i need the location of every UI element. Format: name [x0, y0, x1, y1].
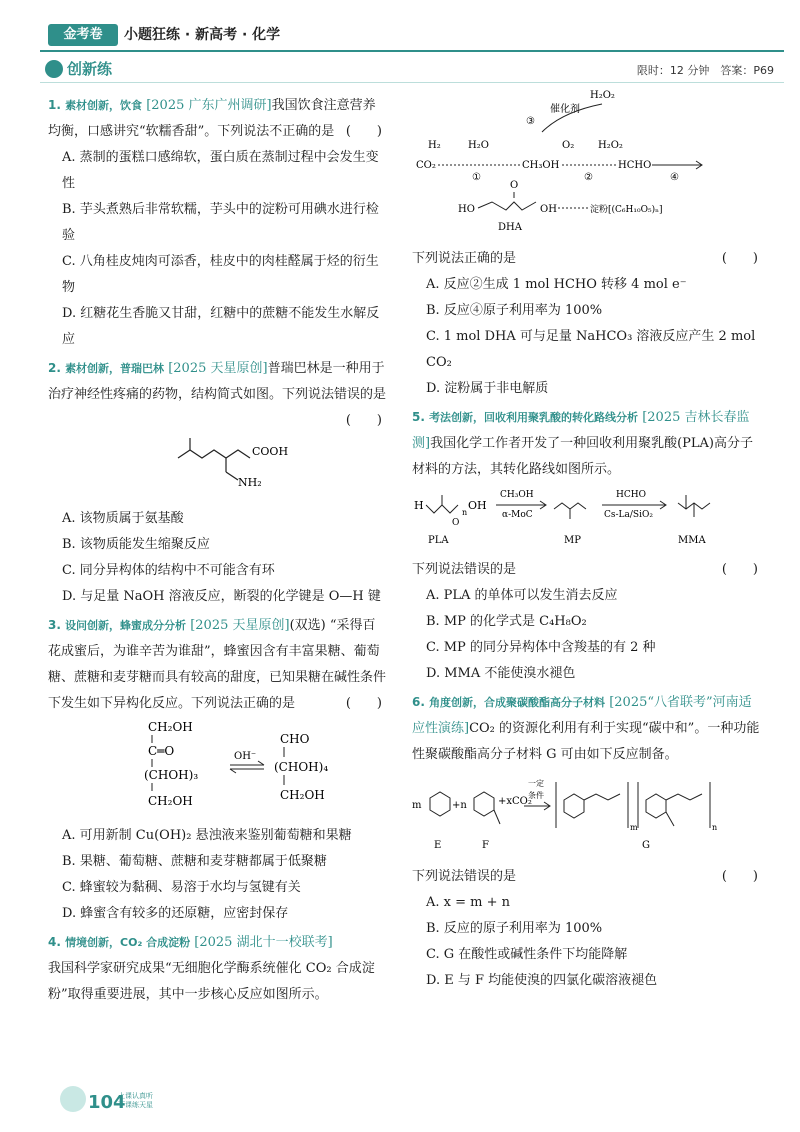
svg-text:G: G	[642, 840, 650, 851]
svg-text:条件: 条件	[528, 791, 544, 800]
q2-option-c: C. 同分异构体的结构中不可能含有环	[62, 563, 275, 578]
svg-text:催化剂: 催化剂	[550, 104, 580, 115]
svg-text:O₂: O₂	[562, 140, 575, 151]
q2-option-d: D. 与足量 NaOH 溶液反应，断裂的化学键是 O—H 键	[62, 589, 381, 604]
q4-option-d: D. 淀粉属于非电解质	[426, 381, 549, 396]
svg-text:H₂O₂: H₂O₂	[598, 140, 623, 151]
svg-text:②: ②	[584, 172, 593, 183]
svg-text:H₂: H₂	[428, 140, 441, 151]
nh2-label: NH₂	[238, 476, 262, 489]
svg-text:OH: OH	[540, 204, 557, 215]
svg-text:(CHOH)₄: (CHOH)₄	[274, 760, 329, 774]
svg-text:MMA: MMA	[678, 535, 706, 546]
right-column: H₂O₂ 催化剂 ③ H₂ H₂O CO₂ ① CH₃OH O₂ H₂O₂ ② HCHO ④ O HO OH 淀粉[(C₆H₁₀O₅)ₙ] DHA 下列说法正确的是 ( ) A. 反应②生成 1 mol HCHO 转移 4 mol e⁻ B. 反应④原子利用率为 100% C. 1 mol DHA 可与足量 NaHCO₃ 溶液反应产生 2 mol CO₂ D. 淀粉属于非电解质 5. 考法创新，回收利用聚乳酸的转化路线分析 [2025 吉林长春监测]我国化学工作者开发了一种回收利用聚乳酸(PLA)高分子材料的方法，其转化路线如图所示。 H n OH O PLA CH₃OH α-MoC MP HCHO Cs-La/SiO₂ MMA 下列说法错误的是 ( ) A. PLA 的单体可以发生消去反应 B. MP 的化学式是 C₄H₈O₂ C. MP 的同分异构体中含羧基的有 2 种 D. MMA 不能使溴水褪色 6. 角度创新，合成聚碳酸酯高分子材料 [2025“八省联考”河南适应性演练]CO₂ 的资源化利用有利于实现“碳中和”。一种功能性聚碳酸酯高分子材料 G 可由如下反应制备。 m +n +xCO₂ 一定 条件 m n E F G 下列说法错误的是 ( ) A. x = m + n B. 反应的原子利用率为 100% C. G 在酸性或碱性条件下均能降解 D. E 与 F 均能使溴的四氯化碳溶液褪色	[412, 86, 764, 994]
q6-option-b: B. 反应的原子利用率为 100%	[426, 921, 603, 936]
section-meta: 限时：12 分钟 答案：P69	[636, 64, 774, 77]
svg-text:+xCO₂: +xCO₂	[498, 796, 532, 807]
q1-option-a: A. 蒸制的蛋糕口感绵软，蛋白质在蒸制过程中会发生变性	[62, 150, 379, 191]
left-column	[48, 92, 388, 1008]
svg-text:C═O: C═O	[148, 744, 175, 758]
fructose-isomerization	[48, 717, 388, 813]
svg-text:E: E	[434, 840, 442, 851]
svg-text:H₂O: H₂O	[468, 140, 489, 151]
svg-text:CO₂: CO₂	[416, 160, 436, 171]
header-title: 小题狂练 · 新高考 · 化学	[124, 27, 281, 43]
header-divider	[40, 50, 784, 52]
q2-option-a: A. 该物质属于氨基酸	[62, 511, 184, 526]
svg-text:DHA: DHA	[498, 222, 522, 233]
question-1: 1. 素材创新，饮食 [2025 广东广州调研]我国饮食注意营养均衡，口感讲究“软糯香甜”。下列说法不正确的是 ( )	[48, 98, 382, 139]
svg-text:③: ③	[526, 116, 535, 127]
cooh-label: COOH	[252, 445, 289, 458]
svg-text:CH₂OH: CH₂OH	[148, 794, 193, 808]
svg-text:Cs-La/SiO₂: Cs-La/SiO₂	[604, 510, 653, 520]
q6-option-d: D. E 与 F 均能使溴的四氯化碳溶液褪色	[426, 973, 658, 988]
co2-to-starch-diagram	[412, 86, 764, 236]
footer-slogan: 上课认真听 下课练天星	[118, 1092, 153, 1109]
svg-text:HO: HO	[458, 204, 475, 215]
q1-option-b: B. 芋头煮熟后非常软糯，芋头中的淀粉可用碘水进行检验	[62, 202, 379, 243]
svg-text:α-MoC: α-MoC	[502, 510, 533, 520]
svg-text:OH⁻: OH⁻	[234, 751, 257, 762]
svg-text:F: F	[482, 840, 489, 851]
q5-option-a: A. PLA 的单体可以发生消去反应	[426, 588, 618, 603]
svg-text:n: n	[712, 823, 718, 832]
svg-text:①: ①	[472, 172, 481, 183]
svg-text:HCHO: HCHO	[616, 490, 646, 500]
svg-text:淀粉[(C₆H₁₀O₅)ₙ]: 淀粉[(C₆H₁₀O₅)ₙ]	[590, 205, 663, 215]
svg-text:CHO: CHO	[280, 732, 310, 746]
section-title: 创新练	[67, 60, 113, 78]
svg-text:O: O	[452, 518, 460, 528]
q4-option-c: C. 1 mol DHA 可与足量 NaHCO₃ 溶液反应产生 2 mol CO₂	[426, 329, 756, 370]
q6-option-a: A. x = m + n	[426, 895, 510, 910]
svg-text:HCHO: HCHO	[618, 160, 652, 171]
question-4: 4. 情境创新，CO₂ 合成淀粉 [2025 湖北十一校联考]	[48, 935, 333, 950]
svg-text:④: ④	[670, 172, 679, 183]
svg-text:H₂O₂: H₂O₂	[590, 90, 615, 101]
q3-option-a: A. 可用新制 Cu(OH)₂ 悬浊液来鉴别葡萄糖和果糖	[62, 828, 352, 843]
svg-text:n: n	[462, 508, 468, 517]
svg-text:m: m	[630, 823, 638, 832]
q1-option-d: D. 红糖花生香脆又甘甜，红糖中的蔗糖不能发生水解反应	[62, 306, 380, 347]
svg-text:CH₂OH: CH₂OH	[280, 788, 325, 802]
brand-badge: 金考卷	[48, 24, 118, 46]
question-6: 6. 角度创新，合成聚碳酸酯高分子材料 [2025“八省联考”河南适应性演练]CO₂ 的资源化利用有利于实现“碳中和”。一种功能性聚碳酸酯高分子材料 G 可由如下反应制备。	[412, 695, 760, 762]
q3-option-d: D. 蜂蜜含有较多的还原糖，应密封保存	[62, 906, 289, 921]
q3-option-c: C. 蜂蜜较为黏稠、易溶于水均与氢键有关	[62, 880, 301, 895]
q4-stem: 我国科学家研究成果“无细胞化学酶系统催化 CO₂ 合成淀粉”取得重要进展，其中一步核心反应如图所示。	[48, 961, 375, 1002]
svg-text:O: O	[510, 180, 519, 191]
question-2: 2. 素材创新，普瑞巴林 [2025 天星原创]普瑞巴林是一种用于治疗神经性疼痛的药物，结构简式如图。下列说法错误的是 ( )	[48, 361, 387, 428]
q4-option-b: B. 反应④原子利用率为 100%	[426, 303, 603, 318]
svg-text:(CHOH)₃: (CHOH)₃	[144, 768, 199, 782]
svg-text:PLA: PLA	[428, 535, 449, 546]
question-5: 5. 考法创新，回收利用聚乳酸的转化路线分析 [2025 吉林长春监测]我国化学工作者开发了一种回收利用聚乳酸(PLA)高分子材料的方法，其转化路线如图所示。	[412, 410, 753, 477]
q5-option-b: B. MP 的化学式是 C₄H₈O₂	[426, 614, 587, 629]
pla-recycling-route	[412, 483, 764, 547]
section-icon	[45, 60, 63, 78]
q2-option-b: B. 该物质能发生缩聚反应	[62, 537, 210, 552]
svg-text:MP: MP	[564, 535, 581, 546]
svg-text:OH: OH	[468, 499, 487, 512]
svg-text:H: H	[414, 499, 424, 512]
footer-logo	[60, 1086, 86, 1112]
q5-option-d: D. MMA 不能使溴水褪色	[426, 666, 576, 681]
svg-text:CH₂OH: CH₂OH	[148, 720, 193, 734]
q6-option-c: C. G 在酸性或碱性条件下均能降解	[426, 947, 628, 962]
question-3: 3. 设问创新，蜂蜜成分分析 [2025 天星原创](双选) “采得百花成蜜后，为谁辛苦为谁甜”，蜂蜜因含有丰富果糖、葡萄糖、蔗糖和麦芽糖而具有较高的甜度，已知果糖在碱性条件下发生如下异构化反应。下列说法正确的是 ( )	[48, 618, 387, 711]
q3-option-b: B. 果糖、葡萄糖、蔗糖和麦芽糖都属于低聚糖	[62, 854, 327, 869]
svg-text:一定: 一定	[528, 779, 544, 788]
pregabalin-structure	[48, 434, 388, 496]
svg-text:+n: +n	[452, 800, 467, 811]
q5-option-c: C. MP 的同分异构体中含羧基的有 2 种	[426, 640, 656, 655]
q4-option-a: A. 反应②生成 1 mol HCHO 转移 4 mol e⁻	[426, 277, 687, 292]
svg-text:CH₃OH: CH₃OH	[500, 490, 534, 500]
svg-text:m: m	[412, 800, 422, 811]
polycarbonate-synthesis	[412, 768, 764, 854]
page-number: 104	[88, 1092, 126, 1113]
svg-text:CH₃OH: CH₃OH	[522, 160, 560, 171]
section-divider	[40, 82, 784, 83]
q1-option-c: C. 八角桂皮炖肉可添香，桂皮中的肉桂醛属于烃的衍生物	[62, 254, 379, 295]
